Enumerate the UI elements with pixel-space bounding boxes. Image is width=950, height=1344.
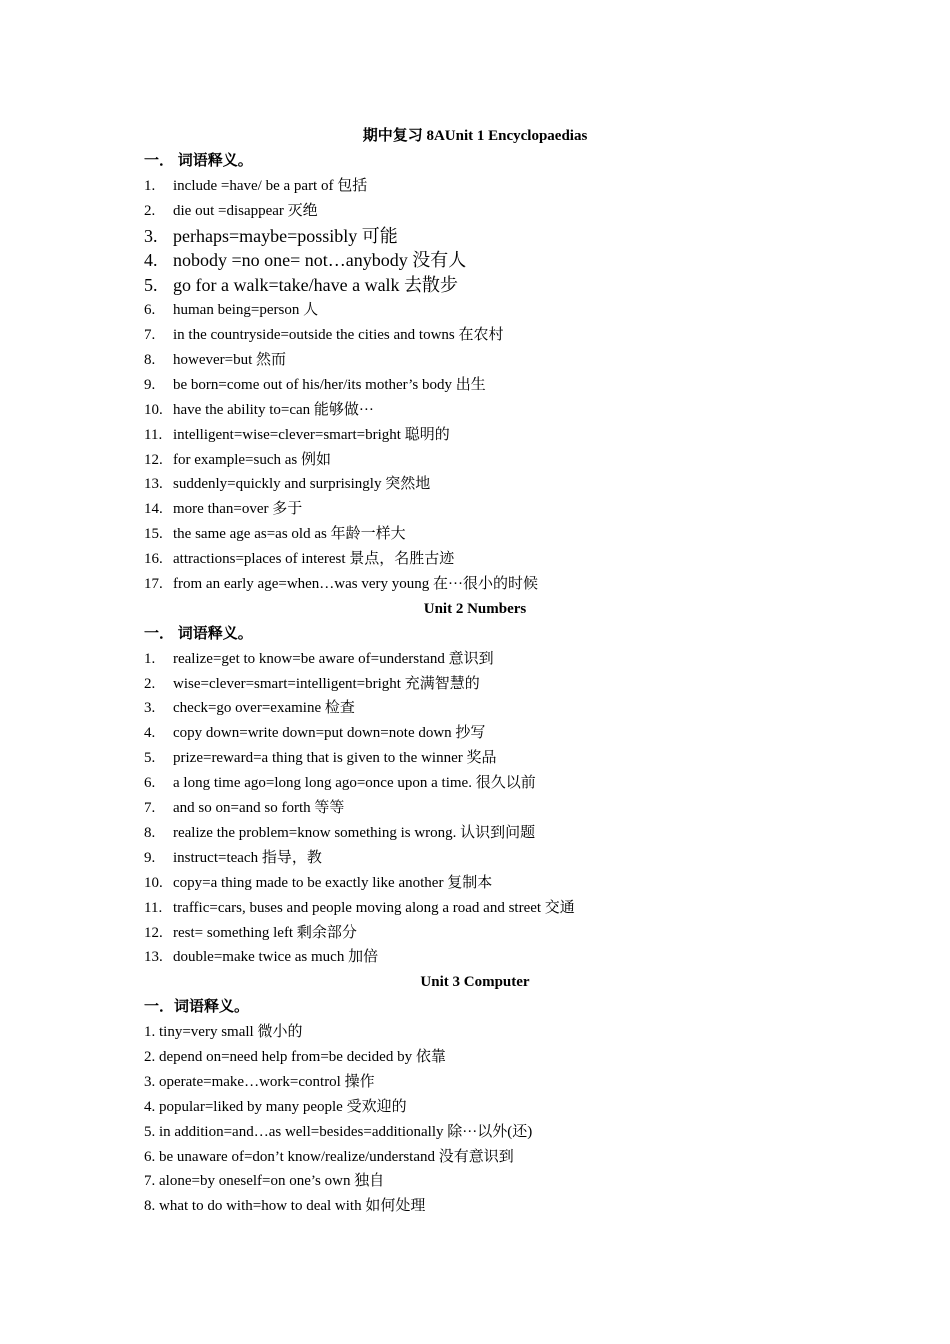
item-text: realize=get to know=be aware of=understand 意识到 — [173, 650, 494, 667]
item-text: suddenly=quickly and surprisingly 突然地 — [173, 476, 431, 493]
list-item — [144, 871, 806, 896]
item-text: the same age as=as old as 年龄一样大 — [173, 526, 406, 543]
item-number: 9. — [144, 849, 156, 866]
list-item — [144, 248, 806, 273]
item-text: perhaps=maybe=possibly 可能 — [173, 225, 398, 246]
list-item: 8. what to do with=how to deal with 如何处理 — [144, 1198, 426, 1215]
item-text: include =have/ be a part of 包括 — [173, 177, 368, 194]
list-item: 4. popular=liked by many people 受欢迎的 — [144, 1098, 407, 1115]
list-item — [144, 921, 806, 946]
item-number: 8. — [144, 824, 156, 841]
list-item — [144, 423, 806, 448]
item-number: 9. — [144, 376, 156, 393]
unit1-section-heading: 一． 词语释义。 — [144, 152, 253, 169]
list-item — [144, 398, 806, 423]
item-number: 12. — [144, 924, 163, 941]
list-item — [144, 174, 806, 199]
item-number: 16. — [144, 551, 163, 568]
item-text: check=go over=examine 检查 — [173, 700, 355, 717]
list-item — [144, 224, 806, 249]
list-item — [144, 696, 806, 721]
item-text: instruct=teach 指导，教 — [173, 849, 322, 866]
item-text: nobody =no one= not…anybody 没有人 — [173, 250, 467, 271]
list-item — [144, 771, 806, 796]
item-number: 6. — [144, 302, 156, 319]
item-number: 7. — [144, 800, 156, 817]
unit3-title: Unit 3 Computer — [420, 974, 530, 991]
unit3-section-heading: 一．词语释义。 — [144, 999, 250, 1016]
item-number: 13. — [144, 476, 163, 493]
list-item — [144, 373, 806, 398]
item-text: rest= something left 剩余部分 — [173, 924, 357, 941]
item-number: 4. — [144, 250, 158, 271]
item-number: 11. — [144, 899, 163, 916]
unit2-title: Unit 2 Numbers — [423, 600, 527, 617]
item-text: go for a walk=take/have a walk 去散步 — [173, 275, 459, 296]
list-item: 7. alone=by oneself=on one’s own 独自 — [144, 1173, 385, 1190]
list-item — [144, 672, 806, 697]
unit1-title: 期中复习 8AUnit 1 Encyclopaedias — [362, 128, 588, 144]
list-item — [144, 273, 806, 298]
item-number: 6. — [144, 775, 156, 792]
item-number: 5. — [144, 275, 158, 296]
item-number: 15. — [144, 526, 163, 543]
item-number: 12. — [144, 451, 163, 468]
item-text: double=make twice as much 加倍 — [173, 949, 379, 966]
list-item: 1. tiny=very small 微小的 — [144, 1024, 303, 1041]
item-number: 2. — [144, 675, 156, 692]
list-item — [144, 323, 806, 348]
item-text: die out =disappear 灭绝 — [173, 202, 318, 219]
item-text: in the countryside=outside the cities and towns 在农村 — [173, 327, 504, 344]
list-item — [144, 572, 806, 597]
list-item — [144, 896, 806, 921]
item-number: 4. — [144, 725, 156, 742]
item-number: 1. — [144, 177, 156, 194]
item-text: however=but 然而 — [173, 352, 287, 369]
list-item: 5. in addition=and…as well=besides=additionally 除···以外(还) — [144, 1123, 533, 1140]
list-item: 3. operate=make…work=control 操作 — [144, 1073, 375, 1090]
list-item — [144, 746, 806, 771]
item-number: 5. — [144, 750, 156, 767]
item-text: realize the problem=know something is wrong. 认识到问题 — [173, 824, 536, 841]
item-number: 1. — [144, 650, 156, 667]
document-body — [144, 124, 806, 1219]
item-text: a long time ago=long long ago=once upon a time. 很久以前 — [173, 775, 536, 792]
list-item — [144, 846, 806, 871]
item-number: 17. — [144, 576, 163, 593]
item-number: 10. — [144, 874, 163, 891]
list-item — [144, 547, 806, 572]
item-text: copy down=write down=put down=note down 抄写 — [173, 725, 486, 742]
item-number: 14. — [144, 501, 163, 518]
item-number: 8. — [144, 352, 156, 369]
item-text: wise=clever=smart=intelligent=bright 充满智慧的 — [173, 675, 480, 692]
item-number: 7. — [144, 327, 156, 344]
item-text: be born=come out of his/her/its mother’s body 出生 — [173, 376, 486, 393]
list-item — [144, 647, 806, 672]
unit2-section-heading: 一． 词语释义。 — [144, 625, 253, 642]
item-text: intelligent=wise=clever=smart=bright 聪明的 — [173, 426, 450, 443]
item-number: 11. — [144, 426, 163, 443]
list-item — [144, 522, 806, 547]
list-item — [144, 497, 806, 522]
list-item: 6. be unaware of=don’t know/realize/understand 没有意识到 — [144, 1148, 514, 1165]
item-number: 3. — [144, 700, 156, 717]
item-text: and so on=and so forth 等等 — [173, 800, 345, 817]
list-item — [144, 448, 806, 473]
list-item — [144, 796, 806, 821]
item-text: traffic=cars, buses and people moving along a road and street 交通 — [173, 899, 575, 916]
list-item — [144, 348, 806, 373]
list-item: 2. depend on=need help from=be decided by 依靠 — [144, 1048, 446, 1065]
list-item — [144, 945, 806, 970]
list-item — [144, 472, 806, 497]
list-item — [144, 298, 806, 323]
item-number: 10. — [144, 401, 163, 418]
item-text: prize=reward=a thing that is given to the winner 奖品 — [173, 750, 497, 767]
item-number: 2. — [144, 202, 156, 219]
item-text: from an early age=when…was very young 在···很小的时候 — [173, 576, 539, 593]
item-text: have the ability to=can 能够做··· — [173, 401, 374, 418]
item-text: attractions=places of interest 景点，名胜古迹 — [173, 551, 455, 568]
item-text: human being=person 人 — [173, 302, 319, 319]
item-number: 13. — [144, 949, 163, 966]
item-number: 3. — [144, 225, 158, 246]
item-text: copy=a thing made to be exactly like another 复制本 — [173, 874, 493, 891]
list-item — [144, 199, 806, 224]
list-item — [144, 721, 806, 746]
item-text: more than=over 多于 — [173, 501, 303, 518]
list-item — [144, 821, 806, 846]
item-text: for example=such as 例如 — [173, 451, 331, 468]
